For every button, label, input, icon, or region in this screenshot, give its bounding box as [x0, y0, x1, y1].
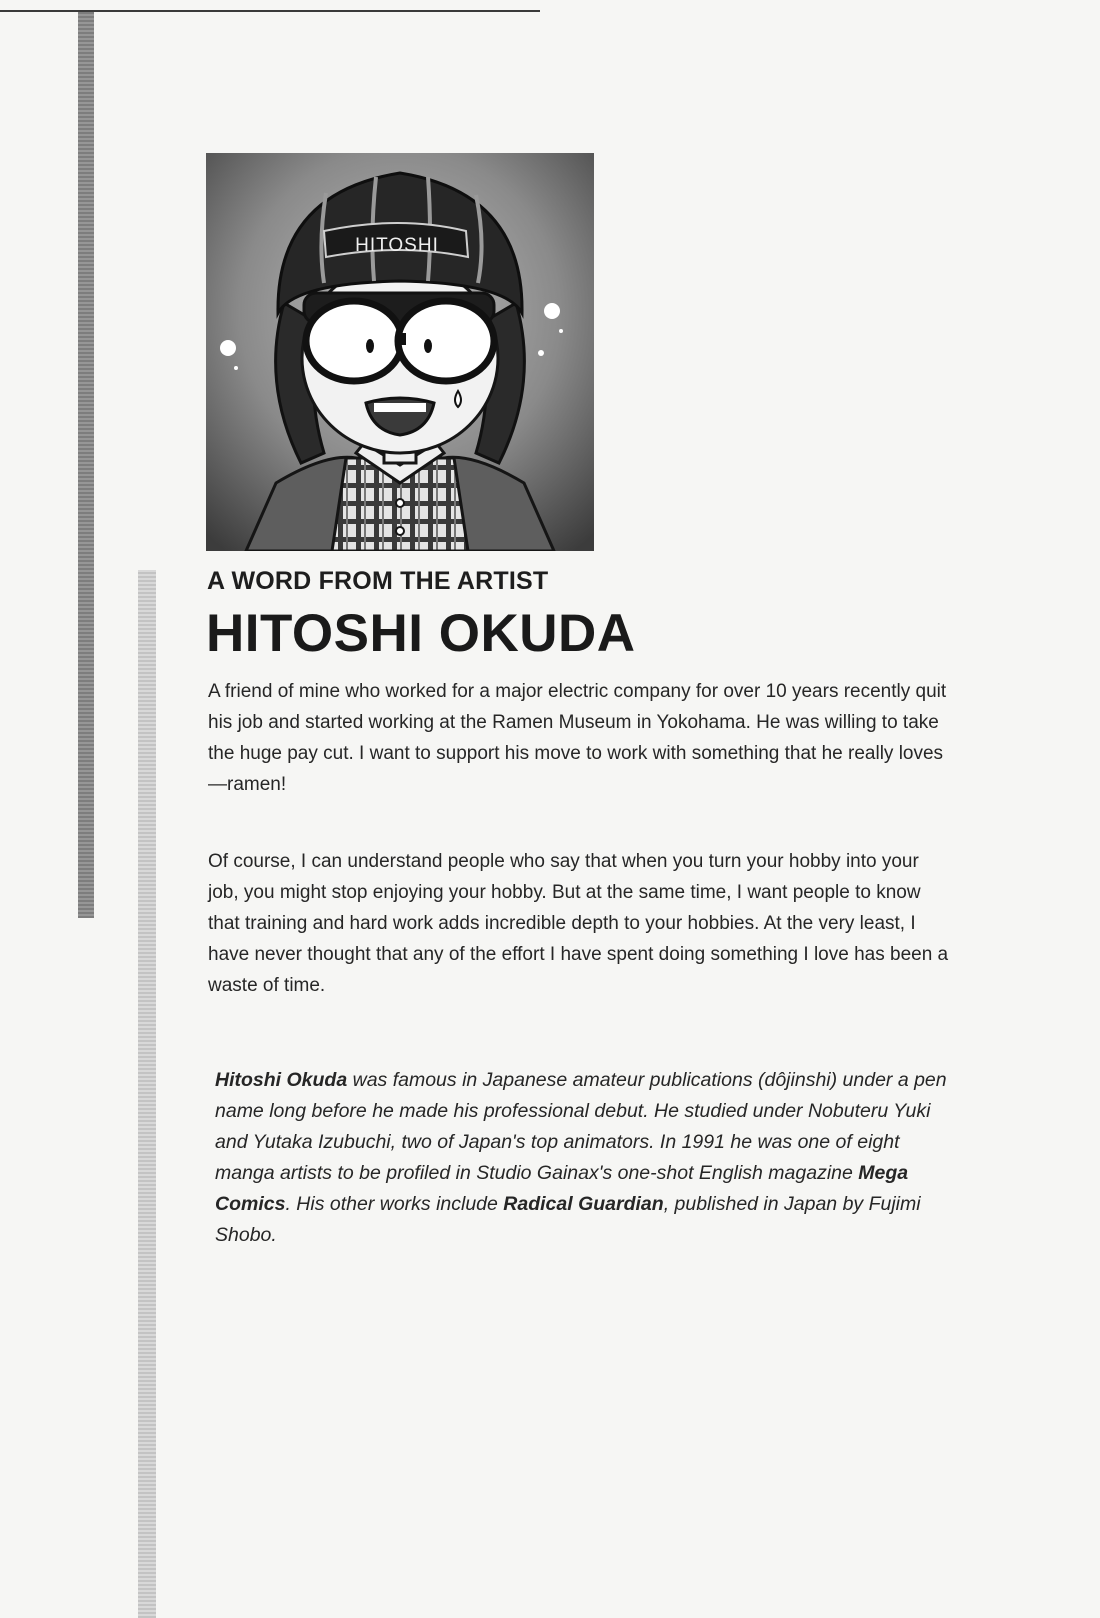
artist-portrait [206, 153, 594, 551]
left-margin-bar-dark [78, 12, 94, 918]
bio-text: . His other works include [285, 1193, 504, 1215]
bio-name: Hitoshi Okuda [215, 1069, 348, 1091]
hat-label-text: HITOSHI [355, 235, 439, 256]
left-margin-bar-light [138, 570, 156, 1618]
bio-magazine-title: Mega Comics [215, 1162, 909, 1215]
bio-text: was famous in Japanese amateur publications (dôjinshi) under a pen name long before he made his professional debut. He studied under Nobuteru Yuki and Yutaka Izubuchi, two of Japan's top animators. In 1991 he was one of eight manga artists to be profiled in Studio Gainax's one-shot English magazine [215, 1069, 947, 1184]
bio-text: , published in Japan by Fujimi Shobo. [215, 1193, 921, 1246]
body-paragraph: Of course, I can understand people who say that when you turn your hobby into your job, you might stop enjoying your hobby. But at the same time, I want people to know that training and hard work adds incredible depth to your hobbies. At the very least, I have never thought that any of the effort I have spent doing something I love has been a waste of time. [208, 851, 949, 996]
artist-name-heading: HITOSHI OKUDA [206, 604, 636, 663]
bio-work-title: Radical Guardian [503, 1193, 664, 1215]
section-kicker: A WORD FROM THE ARTIST [207, 567, 549, 595]
body-paragraph: A friend of mine who worked for a major electric company for over 10 years recently quit his job and started working at the Ramen Museum in Yokohama. He was willing to take the huge pay cut. I want to support his move to work with something that he really loves—ramen! [208, 681, 947, 795]
artist-portrait-drawing [206, 153, 594, 551]
artist-bio [215, 1065, 955, 1251]
